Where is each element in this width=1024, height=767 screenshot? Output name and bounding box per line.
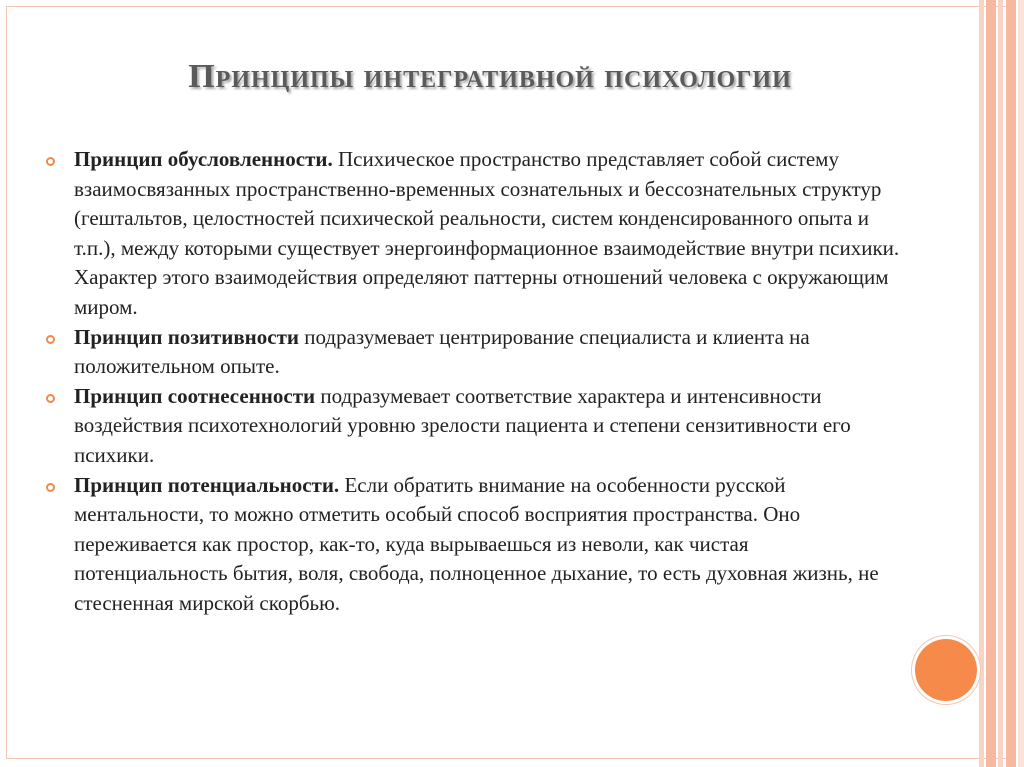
principle-term: Принцип позитивности bbox=[74, 324, 299, 349]
principle-term: Принцип обусловленности. bbox=[74, 147, 333, 171]
principle-term: Принцип соотнесенности bbox=[74, 383, 316, 408]
principle-term: Принцип потенциальности. bbox=[74, 472, 340, 497]
principle-text: подразумевает соответствие характера и интенсивности воздействия психотехнологий уровню зрелости пациента и степени сензитивности его психики. bbox=[74, 383, 851, 467]
bullet-circle-icon bbox=[46, 483, 55, 492]
bullet-circle-icon bbox=[46, 335, 55, 344]
list-item bbox=[46, 471, 906, 619]
decorative-stripe bbox=[1018, 0, 1024, 767]
bullet-circle-icon bbox=[46, 394, 55, 403]
slide-title: Принципы интегративной психологии bbox=[188, 58, 792, 95]
list-item bbox=[46, 145, 906, 323]
decorative-orange-circle bbox=[915, 639, 977, 701]
list-item bbox=[46, 323, 906, 382]
principle-text: Если обратить внимание на особенности русской ментальности, то можно отметить особый способ восприятия пространства. Оно переживается как простор, как-то, куда вырываешься из неволи, как чистая потенциальность бытия, воля, свобода, полноценное дыхание, то есть духовная жизнь, не стесненная мирской скорбью. bbox=[74, 472, 879, 615]
principle-text: подразумевает центрирование специалиста и клиента на положительном опыте. bbox=[74, 324, 810, 379]
list-item bbox=[46, 382, 906, 471]
bullet-circle-icon bbox=[46, 157, 55, 166]
decorative-stripe bbox=[998, 0, 1003, 767]
principle-text: Психическое пространство представляет собой систему взаимосвязанных пространственно-временных сознательных и бессознательных структур (гештальтов, целостностей психической реальности, систем конденсированного опыта и т.п.), между которыми существует энергоинформационное взаимодействие внутри психики. Характер этого взаимодействия определяют паттерны отношений человека с окружающим миром. bbox=[74, 147, 900, 319]
decorative-stripe bbox=[979, 0, 984, 767]
decorative-stripe bbox=[1006, 0, 1016, 767]
bullet-list bbox=[46, 145, 906, 619]
decorative-stripe bbox=[986, 0, 996, 767]
